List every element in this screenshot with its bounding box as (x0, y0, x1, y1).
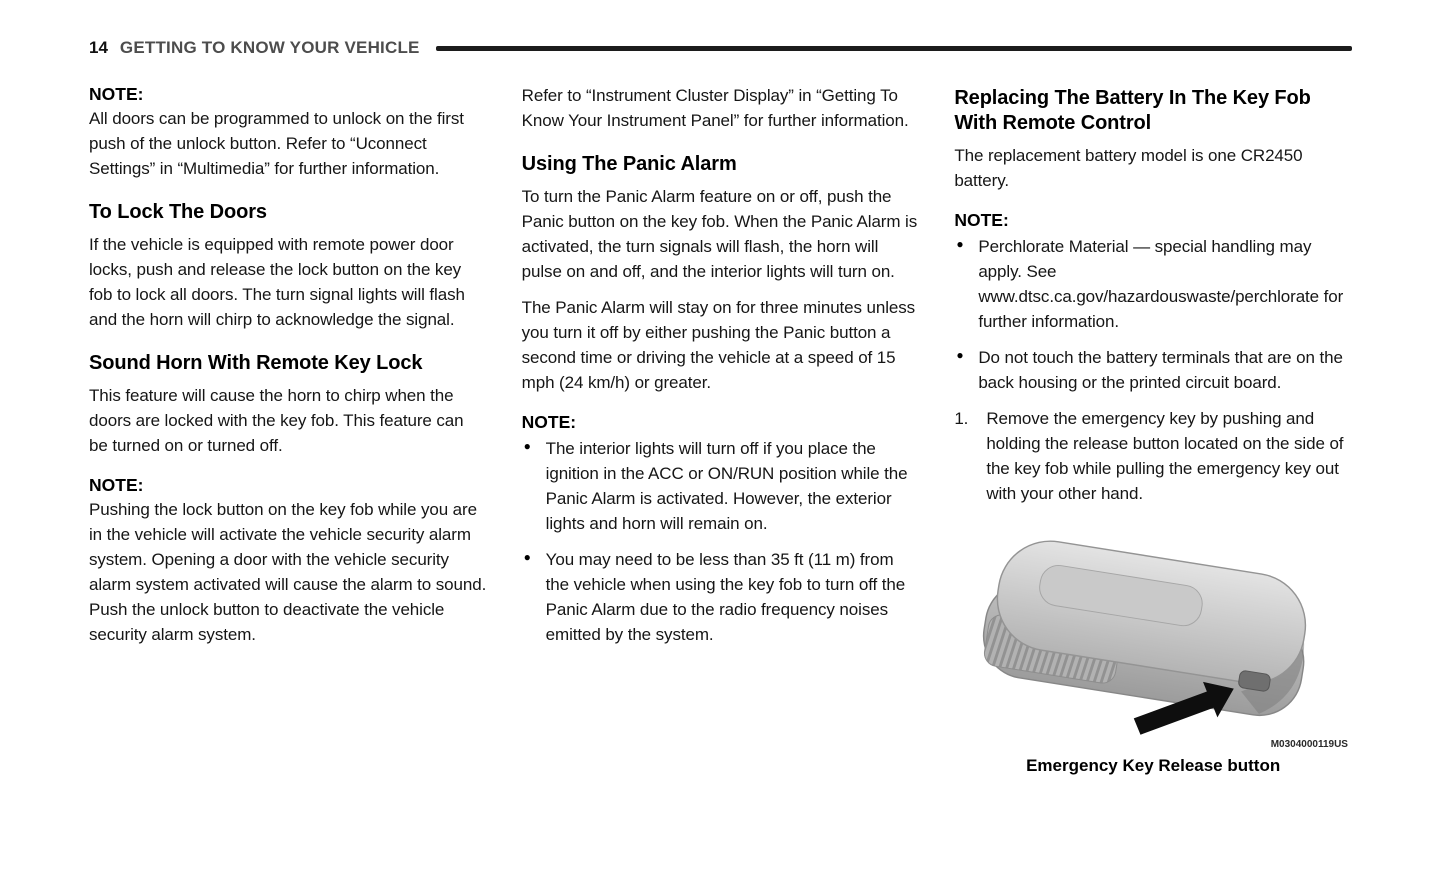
note-label: NOTE: (954, 209, 1009, 230)
list-item (954, 235, 1352, 335)
column-3 (954, 84, 1352, 776)
step-text: Remove the emergency key by pushing and holding the release button located on the side of the key fob while pulling the emergency key out with your other hand. (986, 408, 1344, 503)
note-text: All doors can be programmed to unlock on the first push of the unlock button. Refer to “Uconnect Settings” in “Multimedia” for further information. (89, 109, 464, 178)
page-number: 14 (89, 38, 108, 57)
bullet-icon: ● (956, 347, 964, 362)
key-fob-illustration (970, 527, 1336, 753)
bullet-icon: ● (523, 549, 531, 564)
step-number: 1. (954, 408, 969, 428)
key-fob-figure (954, 527, 1352, 776)
note-label: NOTE: (89, 474, 144, 495)
column-2 (522, 84, 920, 659)
section-heading-to-lock-the-doors: To Lock The Doors (89, 200, 267, 223)
figure-reference-code: M0304000119US (1270, 738, 1348, 750)
bullet-text: Perchlorate Material — special handling may apply. See www.dtsc.ca.gov/hazardouswaste/perchlorate for further information. (978, 236, 1344, 331)
section-heading-sound-horn-with-remote-key-lock: Sound Horn With Remote Key Lock (89, 351, 423, 374)
list-item (954, 346, 1352, 396)
note-bullet-list (522, 437, 920, 648)
numbered-step (954, 407, 1352, 507)
section-heading-replacing-the-battery: Replacing The Battery In The Key Fob With Remote Control (954, 87, 1311, 134)
content-columns (89, 84, 1352, 776)
note-bullet-list (954, 235, 1352, 396)
note-text: Pushing the lock button on the key fob while you are in the vehicle will activate the vehicle security alarm system. Opening a door with the vehicle security alarm system activated will cause the alarm to sound. Push the unlock button to deactivate the vehicle security alarm system. (89, 499, 487, 644)
note-label: NOTE: (521, 411, 577, 432)
list-item (522, 548, 920, 648)
column-1 (89, 84, 487, 659)
bullet-text: Do not touch the battery terminals that are on the back housing or the printed circuit board. (978, 347, 1343, 392)
intro-paragraph: Refer to “Instrument Cluster Display” in “Getting To Know Your Instrument Panel” for further information. (521, 86, 909, 130)
page-header (89, 38, 1352, 58)
header-rule (436, 46, 1352, 51)
note-label: NOTE: (89, 84, 144, 104)
bullet-text: You may need to be less than 35 ft (11 m) from the vehicle when using the key fob to turn off the Panic Alarm due to the radio frequency noises emitted by the system. (545, 549, 906, 644)
list-item (522, 437, 920, 537)
section-body: To turn the Panic Alarm feature on or off, push the Panic button on the key fob. When the Panic Alarm is activated, the turn signals will flash, the horn will pulse on and off, and the interior lights will turn on. (521, 186, 918, 281)
section-heading-using-the-panic-alarm: Using The Panic Alarm (521, 152, 737, 175)
section-body: If the vehicle is equipped with remote power door locks, push and release the lock button on the key fob to lock all doors. The turn signal lights will flash and the horn will chirp to acknowledge the signal. (89, 234, 465, 329)
key-fob-body (978, 532, 1317, 721)
section-body: The replacement battery model is one CR2450 battery. (954, 146, 1303, 190)
section-body: This feature will cause the horn to chirp when the doors are locked with the key fob. This feature can be turned on or turned off. (89, 385, 464, 455)
chapter-title: GETTING TO KNOW YOUR VEHICLE (119, 38, 420, 57)
bullet-text: The interior lights will turn off if you place the ignition in the ACC or ON/RUN position while the Panic Alarm is activated. However, the exterior lights and horn will remain on. (545, 438, 908, 533)
figure-caption: Emergency Key Release button (1026, 755, 1281, 775)
section-body: The Panic Alarm will stay on for three minutes unless you turn it off by either pushing the Panic button a second time or driving the vehicle at a speed of 15 mph (24 km/h) or greater. (521, 297, 916, 392)
bullet-icon: ● (956, 236, 964, 251)
bullet-icon: ● (523, 438, 531, 453)
